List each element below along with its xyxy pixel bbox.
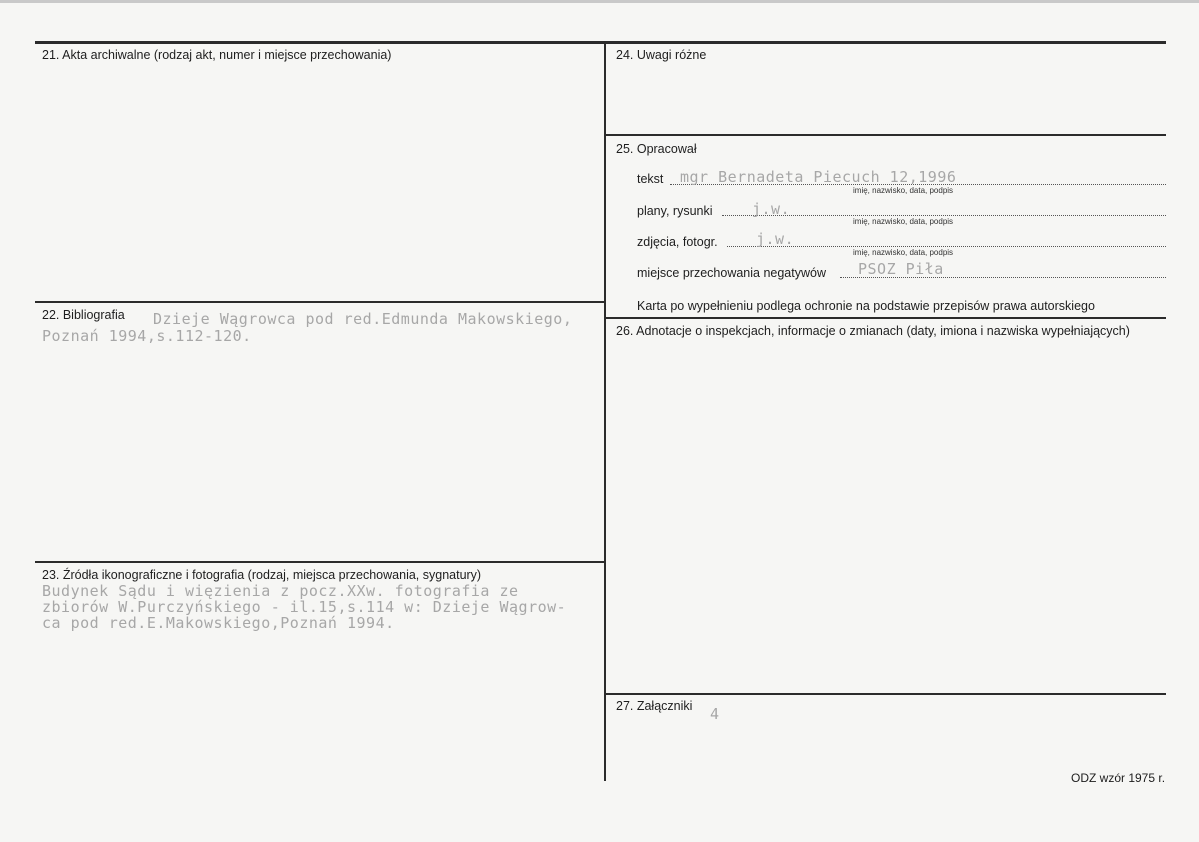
section-22-label: 22. Bibliografia <box>42 308 125 322</box>
section-21-label: 21. Akta archiwalne (rodzaj akt, numer i miejsce przechowania) <box>42 48 392 62</box>
section-27-label: 27. Załączniki <box>616 699 693 713</box>
form-footer: ODZ wzór 1975 r. <box>1071 771 1166 785</box>
top-edge <box>0 0 1199 3</box>
section-24-label: 24. Uwagi różne <box>616 48 707 62</box>
section-25-label: 25. Opracował <box>616 142 697 156</box>
negatywy-value: PSOZ Piła <box>858 260 944 278</box>
bibliography-text-2: Poznań 1994,s.112-120. <box>42 327 252 345</box>
sources-text-1: Budynek Sądu i więzienia z pocz.XXw. fotografia ze <box>42 582 519 600</box>
rule-23 <box>35 561 605 563</box>
zdjecia-value: j.w. <box>756 230 795 248</box>
negatywy-label: miejsce przechowania negatywów <box>637 266 826 280</box>
attachments-value: 4 <box>710 705 720 723</box>
tekst-caption: imię, nazwisko, data, podpis <box>853 186 954 195</box>
section-23-label: 23. Źródła ikonograficzne i fotografia (rodzaj, miejsca przechowania, sygnatury) <box>42 568 482 582</box>
bibliography-text-1: Dzieje Wągrowca pod red.Edmunda Makowskiego, <box>153 310 573 328</box>
tekst-value: mgr Bernadeta Piecuch 12,1996 <box>680 168 957 186</box>
column-divider <box>604 41 606 781</box>
rule-22 <box>35 301 605 303</box>
zdjecia-label: zdjęcia, fotogr. <box>637 235 718 249</box>
zdjecia-caption: imię, nazwisko, data, podpis <box>853 248 954 257</box>
section-26-label: 26. Adnotacje o inspekcjach, informacje o zmianach (daty, imiona i nazwiska wypełniających) <box>616 324 1130 338</box>
tekst-label: tekst <box>637 172 664 186</box>
rule-27 <box>605 693 1166 695</box>
plany-value: j.w. <box>752 200 791 218</box>
sources-text-2: zbiorów W.Purczyńskiego - il.15,s.114 w: Dzieje Wągrow- <box>42 598 567 616</box>
sources-text-3: ca pod red.E.Makowskiego,Poznań 1994. <box>42 614 395 632</box>
rule-25 <box>605 134 1166 136</box>
rule-26 <box>605 317 1166 319</box>
top-rule <box>35 41 1166 44</box>
plany-label: plany, rysunki <box>637 204 713 218</box>
karta-note: Karta po wypełnieniu podlega ochronie na podstawie przepisów prawa autorskiego <box>637 299 1095 313</box>
plany-caption: imię, nazwisko, data, podpis <box>853 217 954 226</box>
